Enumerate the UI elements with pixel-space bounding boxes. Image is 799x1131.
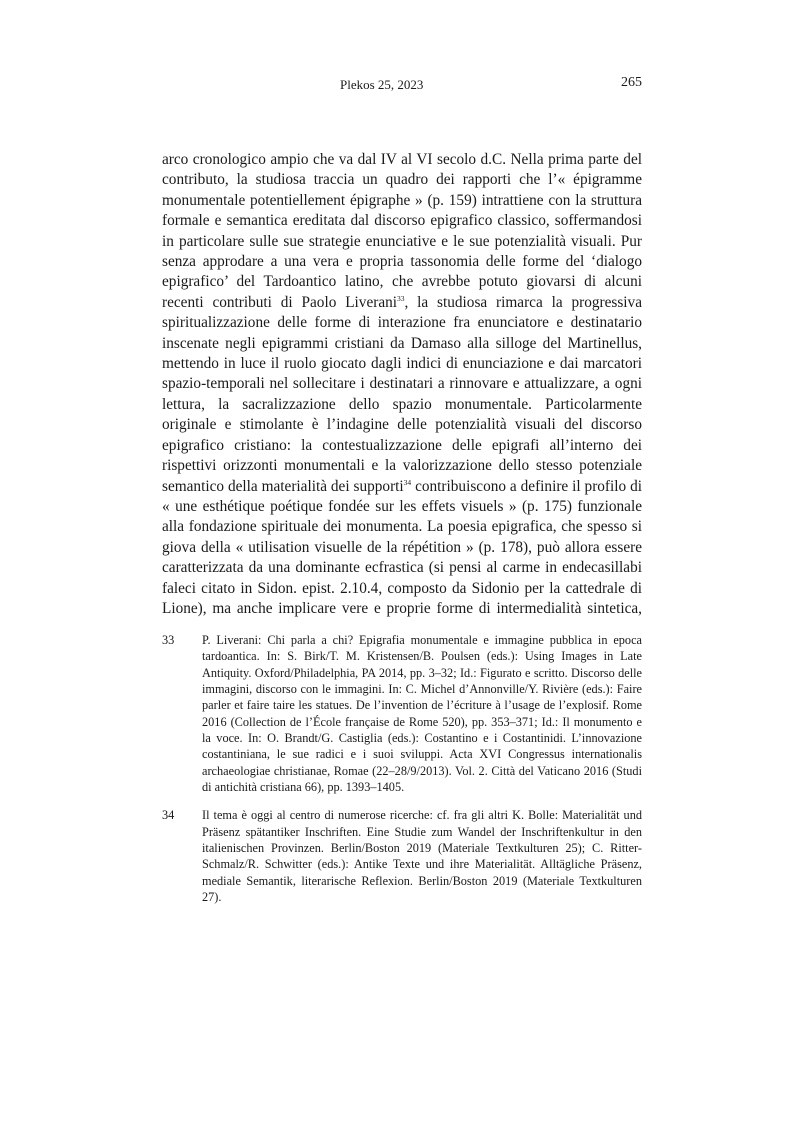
footnote-ref-34[interactable]: 34	[403, 477, 412, 487]
body-text-part-2: , la studiosa rimarca la progressiva spiritualizzazione delle forme di interazione fra enunciatore e destinatario inscenate negli epigrammi cristiani da Damaso alla silloge del Martinellus, mettendo in luce il ruolo giocato dagli indici di enunciazione e dai marcatori spazio-temporali nel sollecitare i destinatari a rinnovare e attualizzare, a ogni lettura, la sacralizzazione dello spazio monumentale. Particolarmente originale e stimolante è l’indagine delle potenzialità visuali del discorso epigrafico cristiano: la contestualizzazione delle epigrafi all’interno dei rispettivi orizzonti monumentali e la valorizzazione dello stesso potenziale semantico della materialità dei supporti	[162, 293, 642, 495]
journal-title: Plekos 25, 2023	[340, 77, 424, 92]
footnotes	[162, 632, 642, 918]
footnote-number: 34	[162, 808, 175, 823]
footnote-text: Il tema è oggi al centro di numerose ricerche: cf. fra gli altri K. Bolle: Materialität und Präsenz spätantiker Inschriften. Eine Studie zum Wandel der Inschriftenkultur in den italienischen Provinzen. Berlin/Boston 2019 (Materiale Textkulturen 25); C. Ritter-Schmalz/R. Schwitter (eds.): Antike Texte und ihre Materialität. Alltägliche Präsenz, mediale Semantik, literarische Reflexion. Berlin/Boston 2019 (Materiale Textkulturen 27).	[202, 808, 642, 905]
footnote-text: P. Liverani: Chi parla a chi? Epigrafia monumentale e immagine pubblica in epoca tardoantica. In: S. Birk/T. M. Kristensen/B. Poulsen (eds.): Using Images in Late Antiquity. Oxford/Philadelphia, PA 2014, pp. 3–32; Id.: Figurato e scritto. Discorso delle immagini, discorso con le immagini. In: C. Michel d’Annonville/Y. Rivière (eds.): Faire parler et faire taire les statues. De l’invention de l’écriture à l’usage de l’explosif. Rome 2016 (Collection de l’École française de Rome 520), pp. 353–371; Id.: Il monumento e la voce. In: O. Brandt/G. Castiglia (eds.): Costantino e i Costantinidi. L’innovazione costantiniana, le sue radici e i suoi sviluppi. Acta XVI Congressus internationalis archaeologiae christianae, Romae (22–28/9/2013). Vol. 2. Città del Vaticano 2016 (Studi di antichità cristiana 66), pp. 1393–1405.	[202, 633, 642, 795]
running-head	[0, 77, 799, 97]
footnote-number: 33	[162, 633, 175, 647]
body-text-part-3: contribuiscono a definire il profilo di « une esthétique poétique fondée sur les effets visuels » (p. 175) funzionale alla fondazione spirituale dei monumenta. La poesia epigrafica, che spesso si giova della « utilisation visuelle de la répétition » (p. 178), può allora essere caratterizzata da una dominante ecfrastica (si pensi al carme in endecasillabi faleci citato in Sidon. epist. 2.10.4, composto da Sidonio per la cattedrale di Lione), ma anche implicare vere e proprie forme di intermedialità sintetica,	[162, 477, 642, 617]
main-text	[162, 150, 642, 619]
body-paragraph	[162, 150, 642, 619]
footnote-ref-33[interactable]: 33	[397, 293, 405, 303]
footnote-33	[162, 632, 642, 795]
page-number: 265	[621, 75, 642, 90]
body-text-part-1: arco cronologico ampio che va dal IV al VI secolo d.C. Nella prima parte del contributo, la studiosa traccia un quadro dei rapporti che l’« épigramme monumentale potentiellement épigraphe » (p. 159) intrattiene con la struttura formale e semantica ereditata dal discorso epigrafico classico, soffermandosi in particolare sulle sue strategie enunciative e le sue potenzialità visuali. Pur senza approdare a una vera e propria tassonomia delle forme del ‘dialogo epigrafico’ del Tardoantico latino, che avrebbe potuto giovarsi di alcuni recenti contributi di Paolo Liverani	[162, 151, 642, 311]
footnote-34	[162, 807, 642, 905]
